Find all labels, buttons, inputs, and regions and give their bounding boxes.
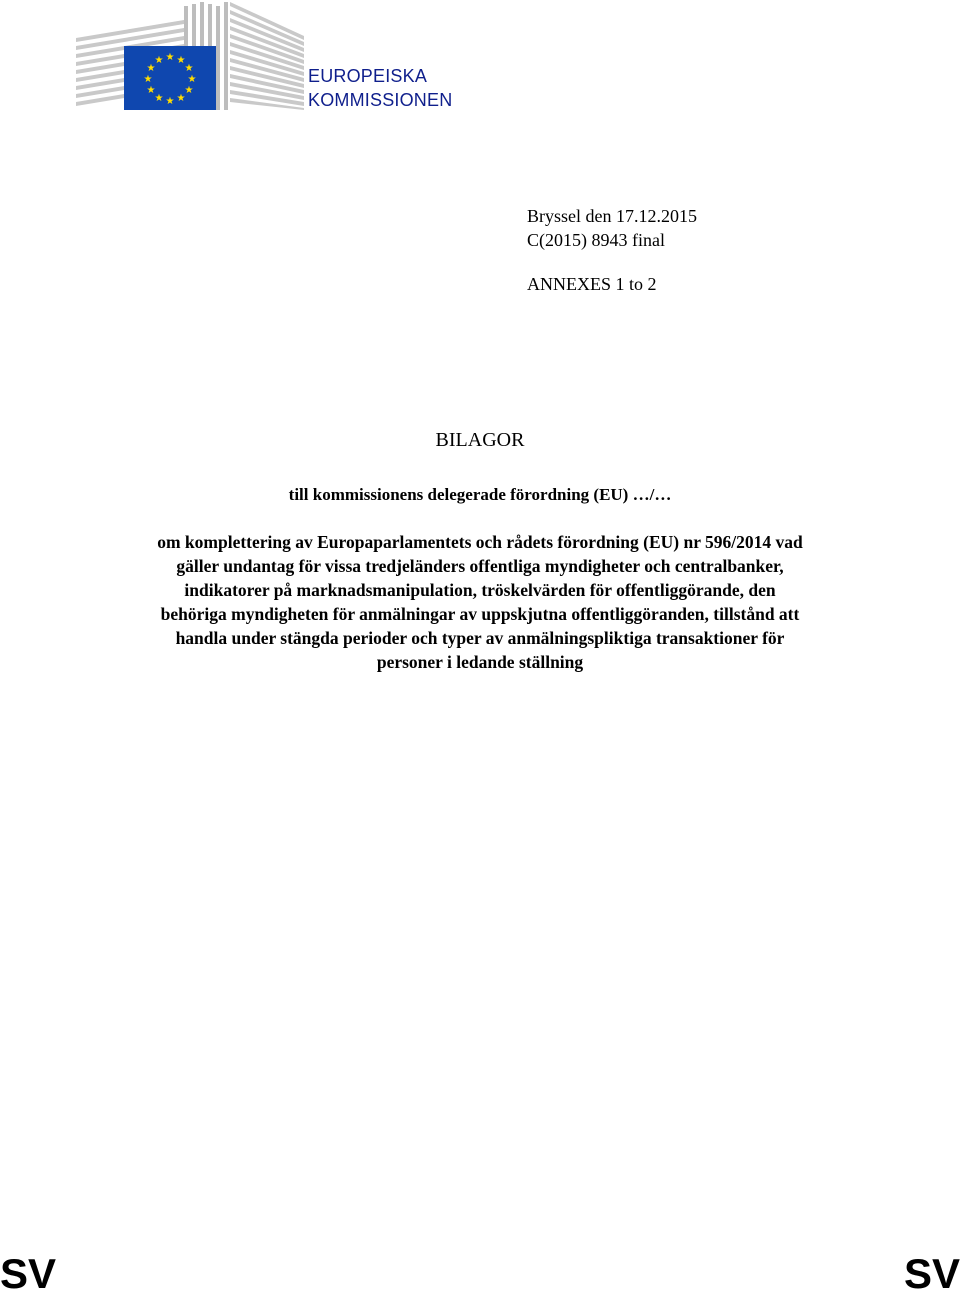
organization-name: [308, 64, 452, 112]
eu-flag-icon: [124, 46, 216, 110]
language-code-left: SV: [0, 1250, 57, 1297]
document-reference: C(2015) 8943 final: [527, 230, 665, 250]
svg-text:★: ★: [176, 93, 186, 104]
svg-text:★: ★: [184, 63, 194, 74]
place-date: Bryssel den 17.12.2015: [527, 206, 697, 226]
organization-name-line1: EUROPEISKA: [308, 66, 428, 86]
svg-text:★: ★: [146, 63, 156, 74]
annexes-label: ANNEXES 1 to 2: [527, 274, 657, 294]
description-line: indikatorer på marknadsmanipulation, tröskelvärden för offentliggörande, den: [184, 580, 776, 600]
svg-text:★: ★: [187, 74, 197, 85]
svg-text:★: ★: [165, 52, 175, 63]
description-line: handla under stängda perioder och typer av anmälningspliktiga transaktioner för: [175, 628, 785, 648]
description-line: behöriga myndigheten för anmälningar av uppskjutna offentliggöranden, tillstånd att: [160, 604, 800, 624]
svg-text:★: ★: [176, 55, 186, 66]
description-line: personer i ledande ställning: [376, 652, 584, 672]
svg-text:★: ★: [154, 55, 164, 66]
berlaymont-building-icon: [72, 0, 312, 120]
document-title: BILAGOR: [435, 429, 525, 451]
svg-text:★: ★: [184, 85, 194, 96]
svg-text:★: ★: [146, 85, 156, 96]
document-metadata: [527, 204, 697, 296]
description-line: gäller undantag för vissa tredjeländers offentliga myndigheter och centralbanker,: [176, 556, 784, 576]
document-subtitle: till kommissionens delegerade förordning (EU) …/…: [288, 485, 672, 504]
document-description: [80, 530, 880, 674]
description-line: om komplettering av Europaparlamentets och rådets förordning (EU) nr 596/2014 vad: [157, 532, 803, 552]
svg-text:★: ★: [143, 74, 153, 85]
organization-name-line2: KOMMISSIONEN: [308, 90, 453, 110]
svg-text:★: ★: [154, 93, 164, 104]
svg-text:★: ★: [165, 96, 175, 107]
language-code-right: SV: [903, 1250, 960, 1297]
